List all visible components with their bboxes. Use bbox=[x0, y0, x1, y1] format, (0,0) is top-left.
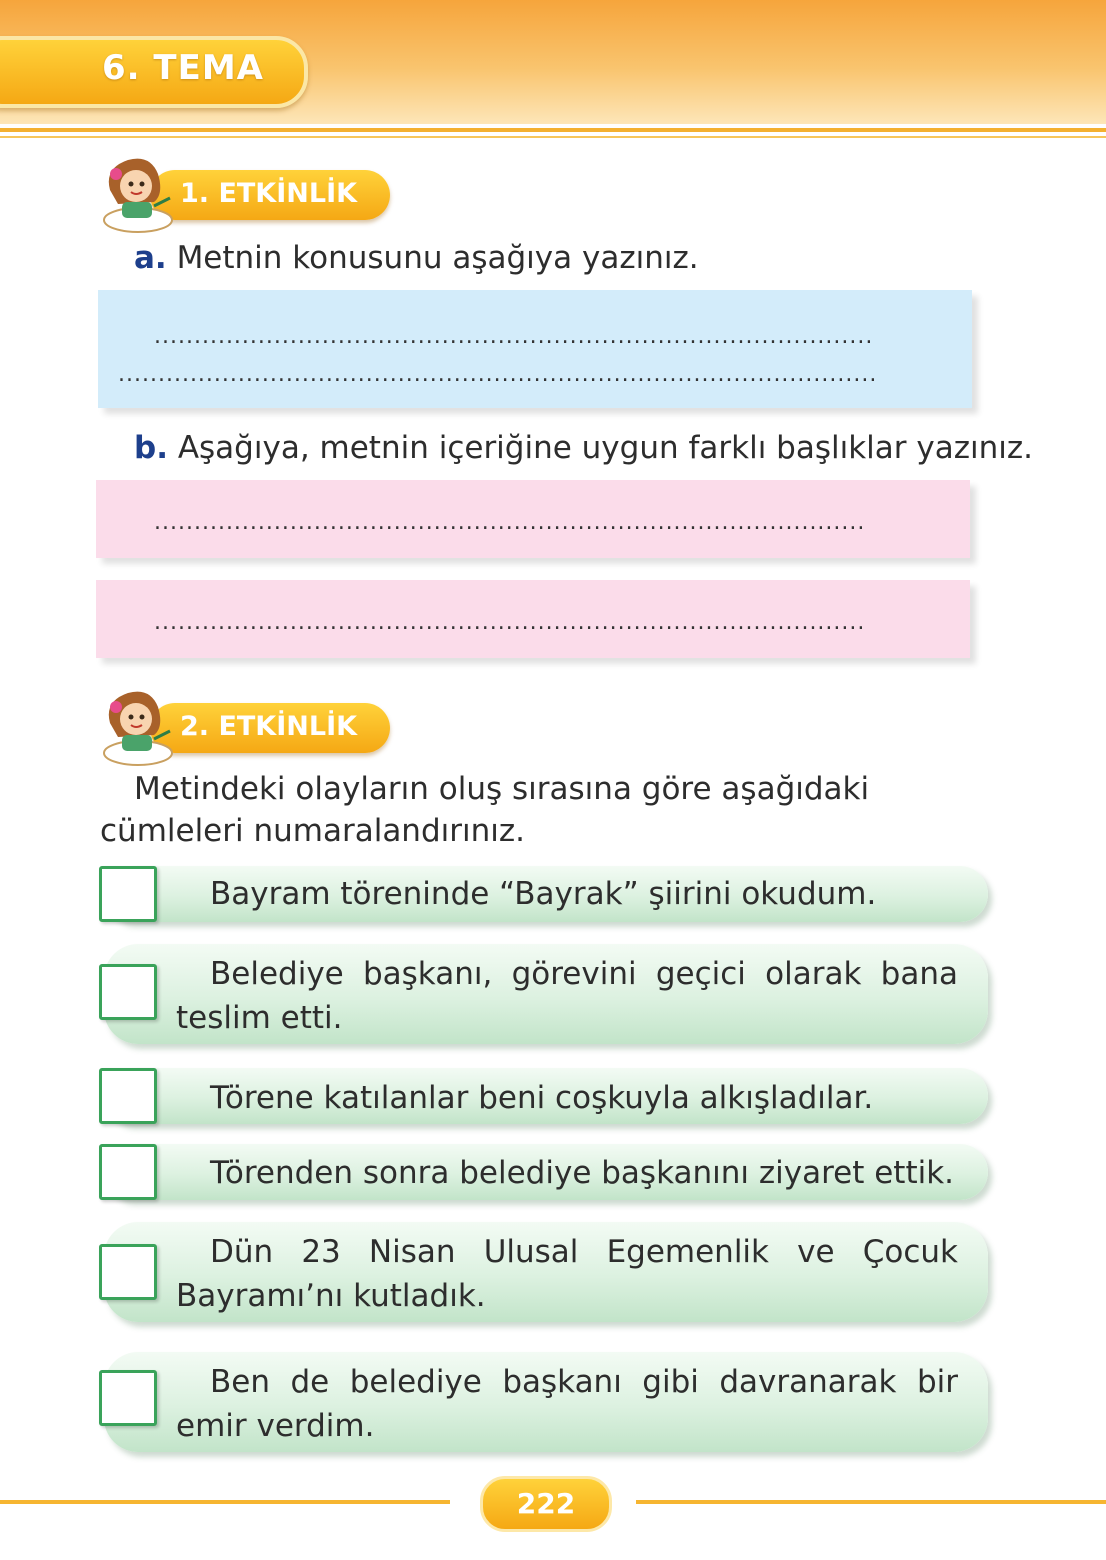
answer-area-b1[interactable] bbox=[96, 480, 970, 558]
girl-mascot-icon bbox=[98, 150, 178, 234]
sentence-text: Törenden sonra belediye başkanını ziyaret ettik. bbox=[210, 1155, 955, 1191]
activity-2-instruction: Metindeki olayların oluş sırasına göre aşağıdaki cümleleri numaralandırınız. bbox=[100, 771, 870, 849]
question-b bbox=[134, 430, 1033, 466]
sentence-text: Bayram töreninde “Bayrak” şiirini okudum. bbox=[210, 876, 877, 912]
page-number: 222 bbox=[480, 1476, 612, 1532]
sentence-text: Ben de belediye başkanı gibi davranarak bir emir verdim. bbox=[176, 1364, 958, 1444]
question-a bbox=[134, 240, 699, 276]
number-box[interactable] bbox=[99, 1068, 157, 1124]
activity-1-badge bbox=[150, 170, 390, 220]
sentence-text: Dün 23 Nisan Ulusal Egemenlik ve Çocuk Bayramı’nı kutladık. bbox=[176, 1234, 958, 1314]
theme-label: 6. TEMA bbox=[102, 48, 264, 88]
question-a-letter: a. bbox=[134, 240, 167, 276]
footer-line-left bbox=[0, 1500, 450, 1504]
answer-line-b1: ......................................................................................... bbox=[154, 510, 866, 535]
number-box[interactable] bbox=[99, 1144, 157, 1200]
number-box[interactable] bbox=[99, 964, 157, 1020]
answer-area-b2[interactable] bbox=[96, 580, 970, 658]
sentence-text: Törene katılanlar beni coşkuyla alkışladılar. bbox=[210, 1080, 874, 1116]
header-divider-thin bbox=[0, 136, 1106, 138]
number-box[interactable] bbox=[99, 866, 157, 922]
number-box[interactable] bbox=[99, 1370, 157, 1426]
answer-area-a[interactable] bbox=[98, 290, 972, 408]
question-b-text: Aşağıya, metnin içeriğine uygun farklı başlıklar yazınız. bbox=[177, 430, 1033, 466]
header-divider bbox=[0, 128, 1106, 132]
question-b-letter: b. bbox=[134, 430, 168, 466]
girl-mascot-icon bbox=[98, 683, 178, 767]
sentence-text: Belediye başkanı, görevini geçici olarak bana teslim etti. bbox=[176, 956, 958, 1036]
answer-line-b2: ......................................................................................... bbox=[154, 610, 866, 635]
activity-2-label: 2. ETKİNLİK bbox=[180, 711, 358, 742]
activity-2-badge bbox=[150, 703, 390, 753]
question-a-text: Metnin konusunu aşağıya yazınız. bbox=[176, 240, 699, 276]
number-box[interactable] bbox=[99, 1244, 157, 1300]
answer-line-a2: ............................................................................................... bbox=[118, 362, 878, 387]
answer-line-a1: .......................................................................................... bbox=[154, 324, 874, 349]
footer-line-right bbox=[636, 1500, 1106, 1504]
activity-1-label: 1. ETKİNLİK bbox=[180, 178, 358, 209]
